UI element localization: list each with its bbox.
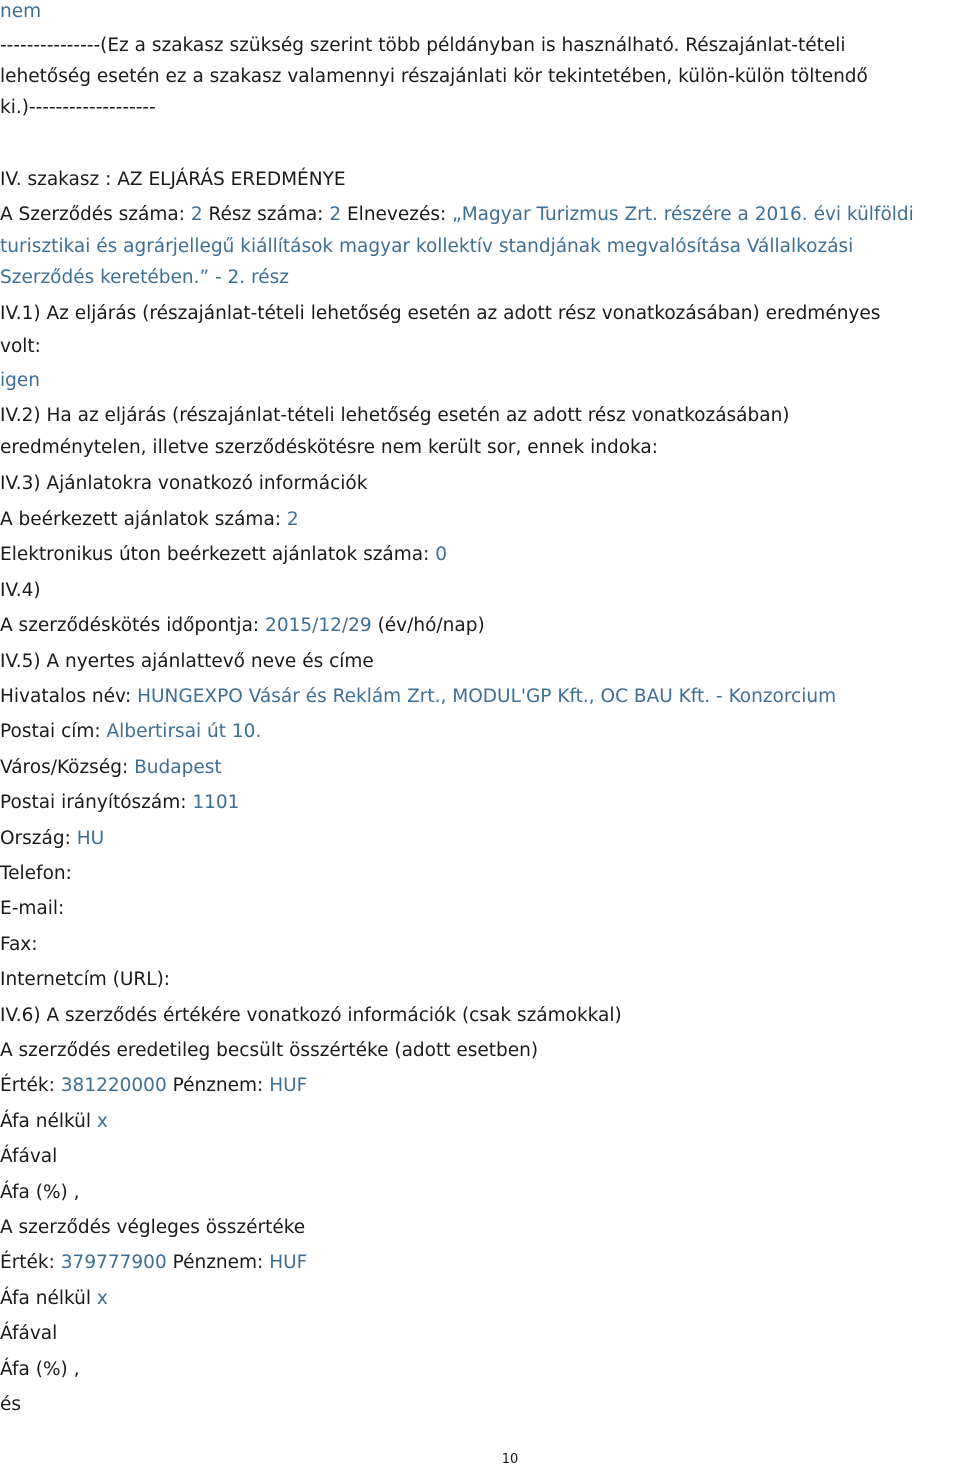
official-name-value: HUNGEXPO Vásár és Reklám Zrt., MODUL'GP Kft., OC BAU Kft. - Konzorcium — [137, 686, 837, 707]
iv6-title: IV.6) A szerződés értékére vonatkozó információk (csak számokkal) — [0, 1005, 622, 1026]
city-label: Város/Község: — [0, 757, 129, 778]
estimated-value: 381220000 — [60, 1075, 167, 1096]
iv1-value: igen — [0, 370, 40, 391]
final-value: 379777900 — [60, 1252, 167, 1273]
postal-address-row — [0, 720, 261, 744]
iv2-line-2: eredménytelen, illetve szerződéskötésre nem került sor, ennek indoka: — [0, 437, 658, 458]
estimated-vat-excl-label: Áfa nélkül — [0, 1111, 91, 1132]
official-name-label: Hivatalos név: — [0, 686, 132, 707]
email-label: E-mail: — [0, 898, 65, 919]
estimated-vat-pct-label: Áfa (%) , — [0, 1182, 80, 1203]
final-vat-excl-row — [0, 1287, 108, 1311]
iv1-line-2: volt: — [0, 336, 41, 357]
contract-number-value: 2 — [190, 204, 203, 225]
final-value-label: Érték: — [0, 1252, 55, 1273]
iv2-line-1: IV.2) Ha az eljárás (részajánlat-tételi lehetőség esetén az adott rész vonatkozásában) — [0, 405, 790, 426]
contract-name-part-3: Szerződés keretében.” - 2. rész — [0, 267, 289, 288]
contract-line-1 — [0, 203, 914, 227]
estimated-value-row — [0, 1074, 307, 1098]
iv5-title: IV.5) A nyertes ajánlattevő neve és címe — [0, 651, 374, 672]
contract-name-part-2: turisztikai és agrárjellegű kiállítások magyar kollektív standjának megvalósítása Vállalkozási — [0, 236, 854, 257]
official-name-row — [0, 685, 836, 709]
contract-number-label: A Szerződés száma: — [0, 204, 185, 225]
country-row — [0, 827, 104, 851]
separator-line-3: ki.)------------------- — [0, 97, 156, 118]
separator-line-2: lehetőség esetén ez a szakasz valamennyi részajánlati kör tekintetében, külön-külön töltendő — [0, 66, 868, 87]
estimated-total-title: A szerződés eredetileg becsült összértéke (adott esetben) — [0, 1040, 539, 1061]
part-number-label: Rész száma: — [208, 204, 324, 225]
final-value-row — [0, 1251, 307, 1275]
final-vat-pct-label: Áfa (%) , — [0, 1359, 80, 1380]
estimated-vat-excl-row — [0, 1110, 108, 1134]
estimated-currency: HUF — [269, 1075, 308, 1096]
city-row — [0, 756, 222, 780]
trailing-text: és — [0, 1394, 22, 1415]
contract-date-label: A szerződéskötés időpontja: — [0, 615, 260, 636]
iv3-title: IV.3) Ajánlatokra vonatkozó információk — [0, 473, 368, 494]
country-value: HU — [76, 828, 105, 849]
url-label: Internetcím (URL): — [0, 969, 171, 990]
separator-line-1: ---------------(Ez a szakasz szükség szerint több példányban is használható. Részajánlat-tételi — [0, 35, 846, 56]
zip-row — [0, 791, 239, 815]
iv1-line-1: IV.1) Az eljárás (részajánlat-tételi lehetőség esetén az adott rész vonatkozásában) eredményes — [0, 303, 881, 324]
received-offers-value: 2 — [286, 509, 299, 530]
zip-label: Postai irányítószám: — [0, 792, 187, 813]
electronic-offers-value: 0 — [435, 544, 448, 565]
electronic-offers-row — [0, 543, 447, 567]
estimated-currency-label: Pénznem: — [172, 1075, 264, 1096]
final-total-title: A szerződés végleges összértéke — [0, 1217, 306, 1238]
estimated-vat-excl-mark: x — [96, 1111, 108, 1132]
country-label: Ország: — [0, 828, 71, 849]
postal-address-value: Albertirsai út 10. — [106, 721, 262, 742]
postal-address-label: Postai cím: — [0, 721, 101, 742]
final-vat-excl-mark: x — [96, 1288, 108, 1309]
final-currency-label: Pénznem: — [172, 1252, 264, 1273]
phone-label: Telefon: — [0, 863, 72, 884]
contract-date-format: (év/hó/nap) — [377, 615, 485, 636]
electronic-offers-label: Elektronikus úton beérkezett ajánlatok száma: — [0, 544, 430, 565]
final-vat-incl-label: Áfával — [0, 1323, 58, 1344]
section-title: IV. szakasz : AZ ELJÁRÁS EREDMÉNYE — [0, 169, 346, 190]
contract-name-part-1: „Magyar Turizmus Zrt. részére a 2016. évi külföldi — [452, 204, 914, 225]
zip-value: 1101 — [192, 792, 240, 813]
top-value: nem — [0, 1, 42, 22]
city-value: Budapest — [134, 757, 222, 778]
final-vat-excl-label: Áfa nélkül — [0, 1288, 91, 1309]
fax-label: Fax: — [0, 934, 38, 955]
received-offers-label: A beérkezett ajánlatok száma: — [0, 509, 282, 530]
contract-date-row — [0, 614, 485, 638]
received-offers-row — [0, 508, 299, 532]
estimated-value-label: Érték: — [0, 1075, 55, 1096]
estimated-vat-incl-label: Áfával — [0, 1146, 58, 1167]
contract-date-value: 2015/12/29 — [265, 615, 372, 636]
final-currency: HUF — [269, 1252, 308, 1273]
part-number-value: 2 — [329, 204, 342, 225]
page-number: 10 — [501, 1452, 519, 1467]
name-label: Elnevezés: — [346, 204, 447, 225]
iv4-title: IV.4) — [0, 580, 41, 601]
